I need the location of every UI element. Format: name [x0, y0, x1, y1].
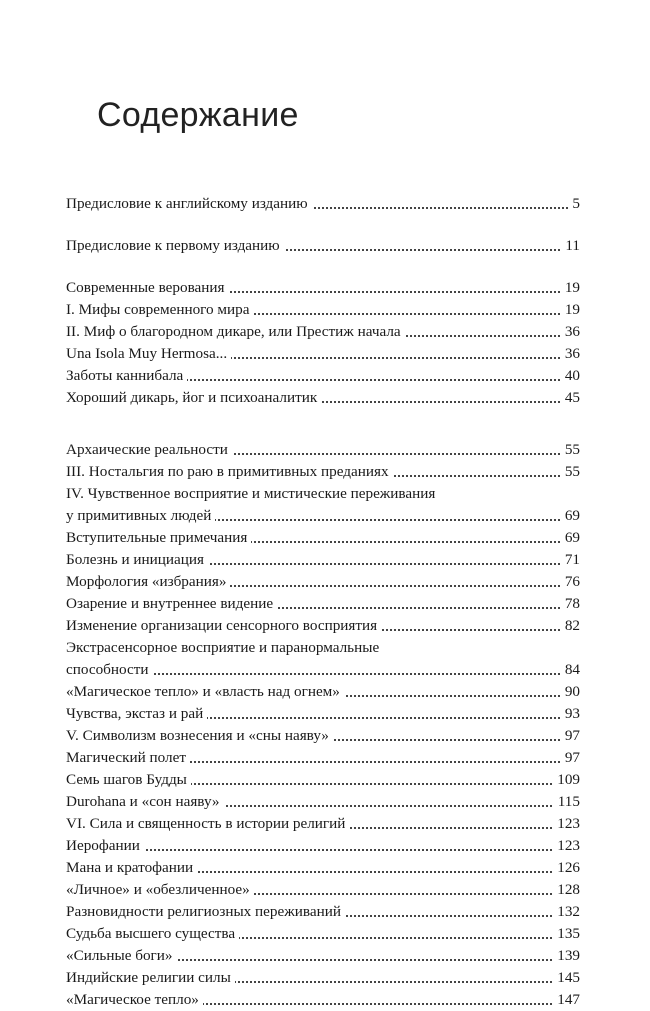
- toc-entry-title: Предисловие к английскому изданию: [66, 193, 312, 215]
- toc-entry-page: 126: [553, 857, 580, 879]
- toc-entry[interactable]: [66, 923, 580, 945]
- toc-entry-title: Морфология «избрания»: [66, 571, 230, 593]
- toc-entry-title: Архаические реальности: [66, 439, 232, 461]
- toc-entry-title: Экстрасенсорное восприятие и паранормальные: [66, 639, 380, 656]
- toc-entry[interactable]: [66, 235, 580, 257]
- toc-entry-title: Современные верования: [66, 277, 229, 299]
- toc-entry-page: 139: [553, 945, 580, 967]
- toc-entry-title: III. Ностальгия по раю в примитивных преданиях: [66, 461, 393, 483]
- toc-entry[interactable]: [66, 835, 580, 857]
- toc-entry-title: Заботы каннибала: [66, 365, 187, 387]
- toc-entry-title: Durohana и «сон наяву»: [66, 791, 224, 813]
- toc-entry[interactable]: [66, 387, 580, 409]
- toc-entry-title: Индийские религии силы: [66, 967, 235, 989]
- toc-entry-page: 84: [561, 659, 580, 681]
- toc-entry-page: 40: [561, 365, 580, 387]
- toc-entry[interactable]: [66, 483, 580, 505]
- toc-entry[interactable]: [66, 343, 580, 365]
- toc-entry-title: «Магическое тепло»: [66, 989, 203, 1011]
- toc-entry-page: 93: [561, 703, 580, 725]
- toc-entry-title: Чувства, экстаз и рай: [66, 703, 207, 725]
- toc-entry[interactable]: [66, 461, 580, 483]
- toc-entry-title: Разновидности религиозных переживаний: [66, 901, 345, 923]
- toc-entry-title: Вступительные примечания: [66, 527, 251, 549]
- toc-entry-title: Предисловие к первому изданию: [66, 235, 284, 257]
- toc-entry[interactable]: [66, 615, 580, 637]
- toc-entry-title: Иерофании: [66, 835, 144, 857]
- toc-entry[interactable]: [66, 879, 580, 901]
- toc-entry[interactable]: [66, 571, 580, 593]
- toc-entry-title: у примитивных людей: [66, 505, 215, 527]
- toc-entry[interactable]: [66, 505, 580, 527]
- toc-entry[interactable]: [66, 813, 580, 835]
- toc-entry-title: «Сильные боги»: [66, 945, 177, 967]
- toc-entry-title: «Магическое тепло» и «власть над огнем»: [66, 681, 344, 703]
- toc-entry[interactable]: [66, 901, 580, 923]
- toc-entry-title: V. Символизм вознесения и «сны наяву»: [66, 725, 333, 747]
- toc-entry[interactable]: [66, 747, 580, 769]
- toc-entry[interactable]: [66, 681, 580, 703]
- toc-entry-page: 128: [553, 879, 580, 901]
- toc-entry-page: 82: [561, 615, 580, 637]
- toc-entry-page: 11: [561, 235, 580, 257]
- toc-entry-page: 71: [561, 549, 580, 571]
- toc-entry-title: I. Мифы современного мира: [66, 299, 253, 321]
- toc-entry-page: 55: [561, 461, 580, 483]
- toc-entry[interactable]: [66, 365, 580, 387]
- toc-entry-page: 19: [561, 299, 580, 321]
- toc-entry-title: Семь шагов Будды: [66, 769, 191, 791]
- toc-entry[interactable]: [66, 527, 580, 549]
- toc-entry-title: «Личное» и «обезличенное»: [66, 879, 254, 901]
- toc-entry[interactable]: [66, 945, 580, 967]
- toc-entry[interactable]: [66, 277, 580, 299]
- toc-entry-title: Судьба высшего существа: [66, 923, 239, 945]
- toc-entry[interactable]: [66, 989, 580, 1011]
- table-of-contents: [66, 193, 580, 1011]
- toc-entry[interactable]: [66, 299, 580, 321]
- toc-entry[interactable]: [66, 637, 580, 659]
- toc-entry-page: 36: [561, 321, 580, 343]
- toc-entry[interactable]: [66, 791, 580, 813]
- toc-entry-page: 5: [568, 193, 580, 215]
- toc-entry-title: Хороший дикарь, йог и психоаналитик: [66, 387, 321, 409]
- toc-entry-title: Озарение и внутреннее видение: [66, 593, 277, 615]
- toc-entry-page: 19: [561, 277, 580, 299]
- toc-entry-page: 97: [561, 725, 580, 747]
- toc-entry-title: Магический полет: [66, 747, 190, 769]
- toc-entry[interactable]: [66, 593, 580, 615]
- toc-entry-title: VI. Сила и священность в истории религий: [66, 813, 349, 835]
- toc-entry-title: способности: [66, 659, 153, 681]
- toc-entry-page: 109: [553, 769, 580, 791]
- toc-entry[interactable]: [66, 439, 580, 461]
- toc-entry-title: Мана и кратофании: [66, 857, 197, 879]
- toc-entry[interactable]: [66, 703, 580, 725]
- toc-entry-page: 115: [554, 791, 580, 813]
- toc-entry-title: Изменение организации сенсорного восприятия: [66, 615, 381, 637]
- toc-entry-page: 78: [561, 593, 580, 615]
- toc-entry-page: 55: [561, 439, 580, 461]
- toc-entry[interactable]: [66, 857, 580, 879]
- toc-entry[interactable]: [66, 769, 580, 791]
- toc-entry-page: 123: [553, 813, 580, 835]
- toc-entry-page: 45: [561, 387, 580, 409]
- toc-entry-title: IV. Чувственное восприятие и мистические переживания: [66, 485, 436, 502]
- toc-entry-page: 132: [553, 901, 580, 923]
- toc-entry[interactable]: [66, 725, 580, 747]
- toc-entry[interactable]: [66, 549, 580, 571]
- toc-entry-title: II. Миф о благородном дикаре, или Престиж начала: [66, 321, 405, 343]
- toc-entry-page: 69: [561, 505, 580, 527]
- toc-entry-title: Болезнь и инициация: [66, 549, 208, 571]
- toc-entry[interactable]: [66, 193, 580, 215]
- toc-entry-page: 90: [561, 681, 580, 703]
- toc-entry-page: 76: [561, 571, 580, 593]
- toc-entry-page: 36: [561, 343, 580, 365]
- toc-entry-page: 135: [553, 923, 580, 945]
- toc-entry[interactable]: [66, 659, 580, 681]
- page-title: Содержание: [97, 96, 299, 134]
- toc-entry-page: 145: [553, 967, 580, 989]
- toc-entry-page: 97: [561, 747, 580, 769]
- toc-entry-page: 123: [553, 835, 580, 857]
- toc-entry-page: 69: [561, 527, 580, 549]
- toc-entry[interactable]: [66, 967, 580, 989]
- toc-entry-page: 147: [553, 989, 580, 1011]
- toc-entry[interactable]: [66, 321, 580, 343]
- toc-entry-title: Una Isola Muy Hermosa...: [66, 343, 231, 365]
